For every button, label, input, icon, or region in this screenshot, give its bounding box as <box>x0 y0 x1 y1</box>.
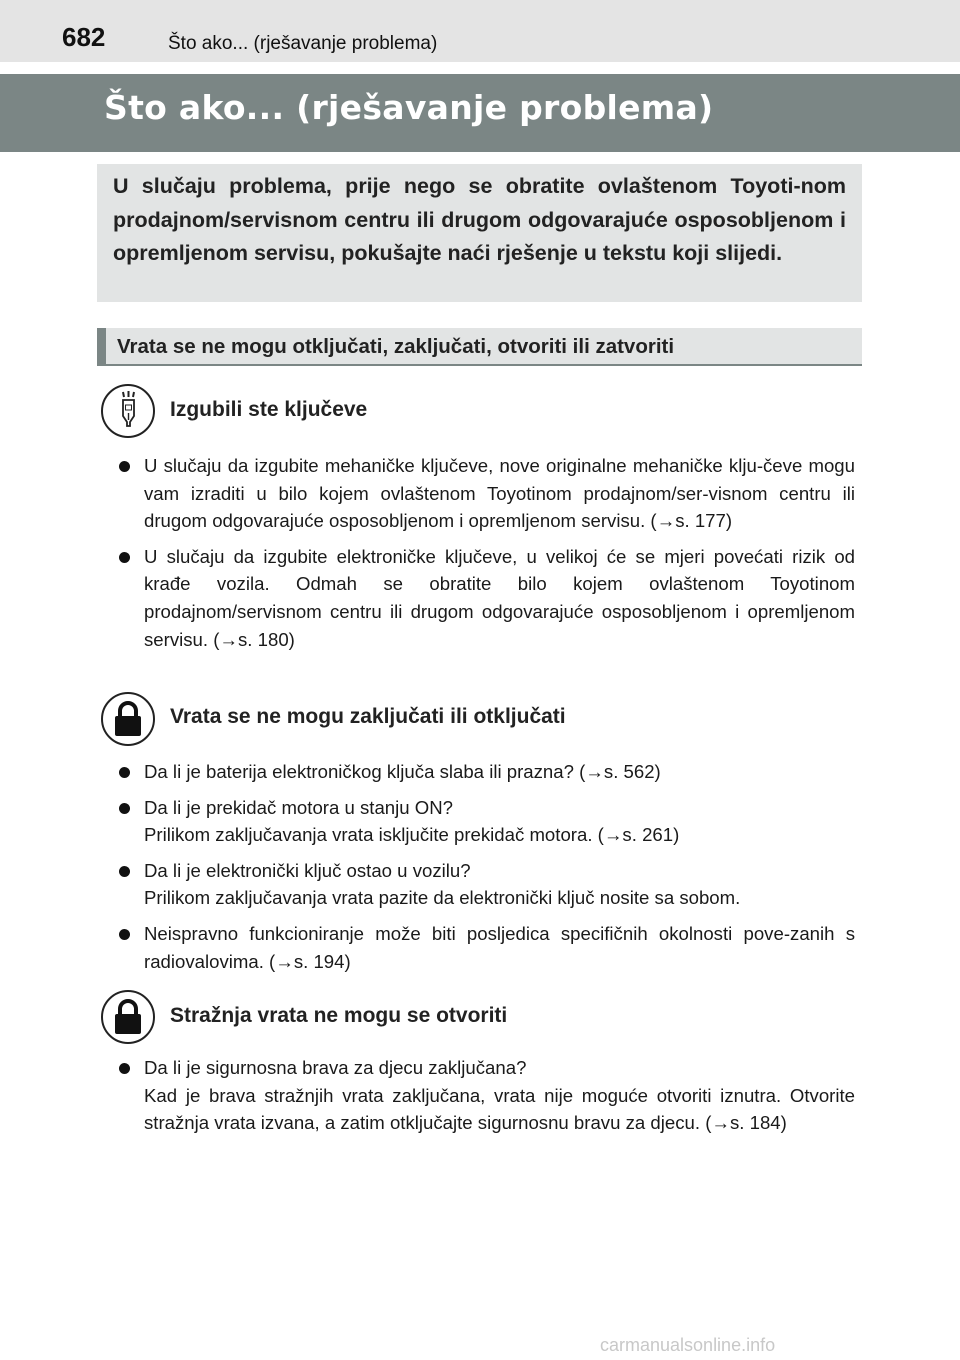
lock-icon <box>101 692 155 746</box>
header-bar <box>0 0 960 62</box>
section-heading <box>97 328 862 366</box>
list-item: U slučaju da izgubite mehaničke ključeve, nove originalne mehaničke klju-čeve mogu vam izraditi u bilo kojem ovlaštenom Toyotinom prodajnom/ser-visnom centru ili drugom odgovarajuće osposobljenom i opremljenom servisu. (→s. 177) <box>117 452 855 535</box>
page-number: 682 <box>62 22 106 52</box>
page-title: Što ako... (rješavanje problema) <box>104 88 714 127</box>
list-item: Da li je elektronički ključ ostao u vozilu? Prilikom zaključavanja vrata pazite da elektronički ključ nosite sa sobom. <box>117 857 855 912</box>
lock-icon <box>101 990 155 1044</box>
rear-doors-list <box>117 1054 855 1145</box>
lost-keys-list <box>117 452 855 661</box>
list-item: Da li je sigurnosna brava za djecu zaključana? Kad je brava stražnjih vrata zaključana, vrata nije moguće otvoriti iznutra. Otvorite stražnja vrata izvana, a zatim otključajte sigurnosnu bravu za djecu. (→s. 184) <box>117 1054 855 1137</box>
intro-box <box>97 164 862 302</box>
subsection-title-lock: Vrata se ne mogu zaključati ili otključati <box>170 705 566 728</box>
running-head: Što ako... (rješavanje problema) <box>168 33 438 54</box>
watermark: carmanualsonline.info <box>600 1335 776 1355</box>
list-item: Da li je prekidač motora u stanju ON? Prilikom zaključavanja vrata isključite prekidač motora. (→s. 261) <box>117 794 855 849</box>
intro-text: U slučaju problema, prije nego se obratite ovlaštenom Toyoti-nom prodajnom/servisnom centru ili drugom odgovarajuće osposobljenom i opremljenom servisu, pokušajte naći rješenje u tekstu koji slijedi. <box>113 174 846 265</box>
title-band <box>0 74 960 152</box>
subsection-title-rear-doors: Stražnja vrata ne mogu se otvoriti <box>170 1004 508 1027</box>
subsection-title-lost-keys: Izgubili ste ključeve <box>170 398 368 421</box>
key-icon <box>101 384 155 438</box>
lock-list <box>117 758 855 983</box>
list-item: U slučaju da izgubite elektroničke ključeve, u velikoj će se mjeri povećati rizik od krađe vozila. Odmah se obratite bilo kojem ovlaštenom Toyotinom prodajnom/servisnom centru ili drugom odgovarajuće osposobljenom i opremljenom servisu. (→s. 180) <box>117 543 855 653</box>
list-item: Da li je baterija elektroničkog ključa slaba ili prazna? (→s. 562) <box>117 758 855 786</box>
list-item: Neispravno funkcioniranje može biti posljedica specifičnih okolnosti pove-zanih s radiovalovima. (→s. 194) <box>117 920 855 975</box>
section-heading-text: Vrata se ne mogu otključati, zaključati, otvoriti ili zatvoriti <box>117 335 675 358</box>
